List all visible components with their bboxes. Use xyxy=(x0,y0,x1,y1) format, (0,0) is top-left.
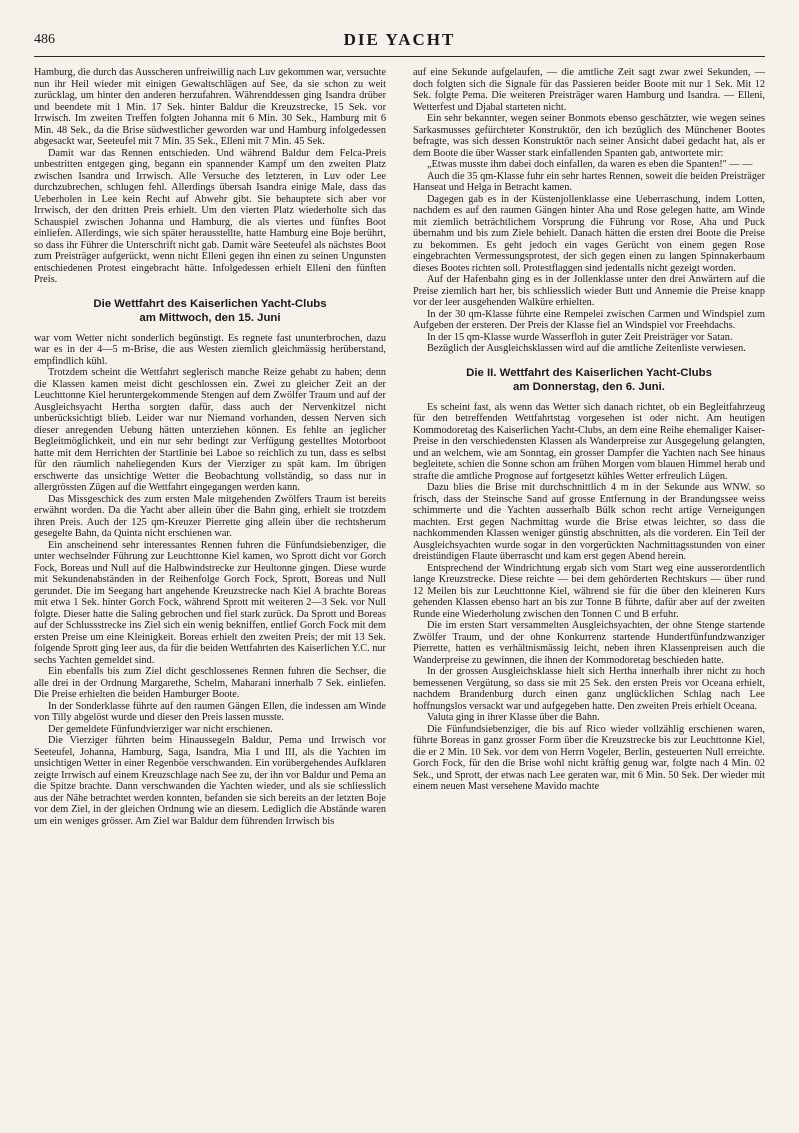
section-heading-mittwoch xyxy=(34,297,386,325)
paragraph: auf eine Sekunde aufgelaufen, — die amtliche Zeit sagt zwar zwei Sekunden, — doch folgten sich die Signale für das Passieren beider Boote mit nur 1 Sek. Mit 12 Sek. folgte Pema. Die weiteren Preisträger waren Hamburg und Isandra. — Elleni, Wetterfest und Djabal starteten nicht. xyxy=(413,67,765,113)
paragraph: Auf der Hafenbahn ging es in der Jollenklasse unter den drei Anwärtern auf die Preise ziemlich hart her, bis schliesslich wieder Butt und Annemie die Preise knapp vor der leer ausgehenden Walküre erhielten. xyxy=(413,274,765,308)
paragraph: In der grossen Ausgleichsklasse hielt sich Hertha innerhalb ihrer nicht zu hoch bemessenen Vergütung, so dass sie mit 25 Sek. den ersten Preis vor Oceana erhielt, nachdem Brandenburg durch einen ganz unglücklichen Schlag nach Lee hoffnungslos versackt war und aufgegeben hatte. Den zweiten Preis erhielt Oceana. xyxy=(413,666,765,712)
left-column xyxy=(34,67,386,1127)
section-heading-line: am Mittwoch, den 15. Juni xyxy=(139,311,281,324)
page-number: 486 xyxy=(34,32,55,47)
paragraph: Bezüglich der Ausgleichsklassen wird auf die amtliche Zeitenliste verwiesen. xyxy=(427,343,746,354)
running-title: DIE YACHT xyxy=(343,30,456,49)
paragraph: Die Vierziger führten beim Hinaussegeln Baldur, Pema und Irrwisch vor Seeteufel, Johanna, Hamburg, Saga, Isandra, Mia I und III, als die Yachten im unsichtigen Wetter in einer Regenböe verschwanden. Ein vorübergehendes Aufklaren zeigte Irrwisch auf einem Kreuzschlage nach See zu, der ihn vor Baldur und Pema an die Spitze brachte. Dann verschwanden die Yachten wieder, und als sie schliesslich aus der Nähe betrachtet werden konnten, befanden sie sich bereits an der letzten Boje vor dem Ziel, in der gleichen Ordnung wie an diesem. Lediglich die Abstände waren um ein weniges grösser. Am Ziel war Baldur dem führenden Irrwisch bis xyxy=(34,735,386,827)
paragraph: Dagegen gab es in der Küstenjollenklasse eine Ueberraschung, indem Lotten, nachdem es auf den raumen Gängen hinter Aha und Rose gelegen hatte, am Winde mit ziemlich beträchtlichem Vorsprung die Führung vor Rose, Aha und Puck übernahm und bis zum Ziele behielt. Danach hätten die ersten drei Boote die Preise zu bekommen. Es geht jedoch ein vages Gerücht von einem gegen Rose eingebrachten Vermessungsprotest, der sich gegen einen zu langen Spinnakerbaum dieses Bootes richten soll. Protestflaggen sind jedentalls nicht gezeigt worden. xyxy=(413,193,765,274)
paragraph: Es scheint fast, als wenn das Wetter sich danach richtet, ob ein Begleitfahrzeug für den betreffenden Wettfahrtstag vorgesehen ist oder nicht. Am heutigen Kommodoretag des Kaiserlichen Yacht-Clubs, an dem eine Reihe ehemaliger Kaiser-Preise in den verschiedensten Klassen als Wanderpreise zur Ausgegelung gelangten, und an welchem, wie am Sonntag, ein grosser Dampfer die Yachten nach See hinaus begleitete, schien die Sonne schon am frühen Morgen vom blauen Himmel herab und strafte die amtliche Prognose auf fortgesetzt kühles Wetter erfreulich Lügen. xyxy=(413,401,765,482)
paragraph: In der 15 qm-Klasse wurde Wasserfloh in guter Zeit Preisträger vor Satan. xyxy=(427,331,733,343)
paragraph: Ein anscheinend sehr interessantes Rennen fuhren die Fünfundsiebenziger, die unter wechselnder Führung zur Leuchttonne Kiel kamen, wo Sprott dicht vor Gorch Fock, Boreas und Null auf die Halbwindstrecke zur Heultonne gingen. Diese wurde mit Sekundenabständen in der Reihenfolge Gorch Fock, Sprott, Boreas und Null gerundet. Die im Seegang hart angehende Kreuzstrecke nach Kiel A brachte Boreas mit etwa 1 Sek. hinter Gorch Fock, während Sprott mit weiteren 2—3 Sek. vor Null folgte. Dieser hatte die Saling gebrochen und fiel stark zurück. Da Sprott und Boreas auf der Schlussstrecke ins Ziel sich ein wenig bekniffen, entlief Gorch Fock mit dem ersten Preise um eine Kleinigkeit. Boreas erhielt den zweiten Preis; der mit 13 Sek. folgende Sprott ging leer aus, da für die beiden Wettfahrten des Kaiserlichen Y.C. nur sechs Yachten gemeldet sind. xyxy=(34,539,386,666)
paragraph: Valuta ging in ihrer Klasse über die Bahn. xyxy=(427,712,600,723)
section-heading-line: am Donnerstag, den 6. Juni. xyxy=(513,380,665,393)
paragraph: In der 30 qm-Klasse führte eine Rempelei zwischen Carmen und Windspiel zum Aufgeben der ersteren. Der Preis der Klasse fiel an Windspiel vor Freehdachs. xyxy=(413,308,765,331)
page-header xyxy=(34,30,765,57)
paragraph: Ein sehr bekannter, wegen seiner Bonmots ebenso geschätzter, wie wegen seines Sarkasmusses gefürchteter Konstruktör, den ich bezüglich des Münchener Bootes befragte, was sich dessen Konstruktör nach seiner Ansicht dabei gedacht hat, als er dem Boote die über Wasser stark einfallenden Spanten gab, antwortete mir: xyxy=(413,113,765,159)
paragraph: Das Missgeschick des zum ersten Male mitgehenden Zwölfers Traum ist bereits erwähnt worden. Da die Yacht aber allein über die Bahn ging, erhielt sie trotzdem ihren Preis. Auch der 125 qm-Kreuzer Pierrette ging allein über die rechtsherum gesegelte Bahn, da Quinta nicht erschienen war. xyxy=(34,493,386,539)
text-columns xyxy=(34,67,765,1127)
quotation: „Etwas musste ihm dabei doch einfallen, da waren es eben die Spanten!" — — xyxy=(427,159,753,170)
section-heading-donnerstag xyxy=(413,366,765,394)
section-heading-line: Die Wettfahrt des Kaiserlichen Yacht-Clubs xyxy=(93,297,327,310)
paragraph: Hamburg, die durch das Ausscheren unfreiwillig nach Luv gekommen war, versuchte nun ihr Heil wieder mit einigen Gewaltschlägen auf See, da sie schon zu weit zurücklag, um hinter den anderen herzufahren. Währenddessen ging Isandra drüber und beendete mit 1 Min. 17 Sek. hinter Baldur die Kreuzstrecke, 15 Sek. vor Irrwisch. Im zweiten Treffen folgten Johanna mit 6 Min. 30 Sek., Hamburg mit 6 Min. 48 Sek., da die Brise südwestlicher geworden war und Hamburg infolgedessen abgesackt war, Seeteufel mit 7 Min. 35 Sek., Elleni mit 7 Min. 45 Sek. xyxy=(34,67,386,147)
paragraph: Die im ersten Start versammelten Ausgleichsyachten, der ohne Stenge startende Zwölfer Traum, und der ohne Konkurrenz startende Hundertfünfundzwanziger Pierrette, hatten es verhältnismässig leicht, neben ihren Klassenpreisen auch die Wanderpreise zu gewinnen, die ihnen der Kommodoretag beschieden hatte. xyxy=(413,620,765,666)
paragraph: Trotzdem scheint die Wettfahrt seglerisch manche Reize gehabt zu haben; denn die Klassen kamen meist dicht geschlossen ein. Zwei zu gleicher Zeit an der Leuchttonne Kiel heruntergekommende Stengen auf dem Zwölfer Traum und auf der Ausgleichsyacht Hertha sorgten dafür, dass auch der Nervenkitzel nicht unberücksichtigt blieb. Leider war nur Niemand vorhanden, dessen Nerven sich dieser anregenden Uebung hätten unterziehen können. Es fehlte an jeglicher Begleitmöglichkeit, und ein nur sehr bedingt zur Verfügung gestelltes Motorboot hatte mit dem Herrichten der Startlinie bei Laboe so reichlich zu tun, dass es selbst für den räumlich naheliegenden Kurs der Vierziger zu spät kam. Im übrigen erschwerte das unsichtige Wetter die Beobachtung vollständig, so dass nur in allergrössten Zügen auf die Wettfahrt eingegangen werden kann. xyxy=(34,367,386,493)
section-heading-line: Die II. Wettfahrt des Kaiserlichen Yacht-Clubs xyxy=(466,366,712,379)
paragraph: Die Fünfundsiebenziger, die bis auf Rico wieder vollzählig erschienen waren, führte Boreas in ganz grosser Form über die Kreuzstrecke bis zur Leuchttonne Kiel, die er 2 Min. 10 Sek. vor dem von Herrn Vogeler, Berlin, gesteuerten Null erreichte. Gorch Fock, für den die Brise wohl nicht kräftig genug war, folgte nach 4 Min. 02 Sek., und Sprott, der etwas nach Lee geraten war, mit 6 Min. 50 Sek. Der wieder mit einem neuen Mast versehene Mavido machte xyxy=(413,723,765,792)
paragraph: In der Sonderklasse führte auf den raumen Gängen Ellen, die indessen am Winde von Tilly abgelöst wurde und dieser den Preis lassen musste. xyxy=(34,700,386,723)
paragraph: Damit war das Rennen entschieden. Und während Baldur dem Felca-Preis unbestritten entgegen ging, begann ein spannender Kampf um den zweiten Platz zwischen Isandra und Irrwisch. Alle Versuche des letzteren, in Luv oder Lee durchzubrechen, schlugen fehl. Allerdings übersah Isandra einige Male, dass das Ueberholen in Lee kein Recht auf Abwehr gibt. Sie behauptete sich aber vor Irrwisch, der den dritten Preis erhielt. Um den vierten Platz wiederholte sich das Schauspiel zwischen Johanna und Hamburg, die als viertes und fünftes Boot einliefen. Allerdings, wie sich später herausstellte, hatte Hamburg eine Boje berührt, so dass ihr Führer die Unterschrift nicht gab. Damit wäre Seeteufel als nächstes Boot zum Preisträger aufgerückt, wenn nicht Elleni gegen ihn einen zu seinen Ungunsten entschiedenen Protest eingebracht hätte. Infolgedessen erhielt Elleni den fünften Preis. xyxy=(34,147,386,285)
paragraph: Entsprechend der Windrichtung ergab sich vom Start weg eine ausserordentlich lange Kreuzstrecke. Diese reichte — bei dem gehörderten Rechtskurs — über rund 12 Meilen bis zur Leuchttonne Kiel, während sie für die über den kleineren Kurs gehenden Klassen ebenso hart an bis zur Tonne B führte, dafür aber auf der zweiten Runde eine Wiederholung zwischen den Tonnen C und B erfuhr. xyxy=(413,562,765,620)
paragraph: Dazu blies die Brise mit durchschnittlich 4 m in der Sekunde aus WNW. so frisch, dass der Steinsche Sand auf grosse Entfernung in der Brandungssee weiss schimmerte und die Yachten ausserhalb Bülk schon recht artige Verneigungen machten. Erst gegen Nachmittag wurde die Brise etwas leichter, so dass die nachkommenden Klassen weniger günstig abschnitten, als die vorderen. Ein Teil der Ausgleichsyachten wurde sogar in den vorgerückten Nachmittagsstunden von einer dreistündigen Flaute überrascht und kam erst gegen Abend herein. xyxy=(413,482,765,562)
right-column xyxy=(413,67,765,1127)
paragraph: war vom Wetter nicht sonderlich begünstigt. Es regnete fast ununterbrochen, dazu war es in der 4—5 m-Brise, die aus Westen ziemlich gleichmässig herüberstand, empfindlich kühl. xyxy=(34,332,386,367)
paragraph: Der gemeldete Fünfundvierziger war nicht erschienen. xyxy=(48,723,273,735)
paragraph: Auch die 35 qm-Klasse fuhr ein sehr hartes Rennen, soweit die beiden Preisträger Hanseat und Helga in Betracht kamen. xyxy=(413,170,765,193)
paragraph: Ein ebenfalls bis zum Ziel dicht geschlossenes Rennen fuhren die Sechser, die alle drei in der Ordnung Margarethe, Schelm, Maharani innerhalb 7 Sek. einliefen. Die Preise erhielten die beiden Hamburger Boote. xyxy=(34,666,386,700)
